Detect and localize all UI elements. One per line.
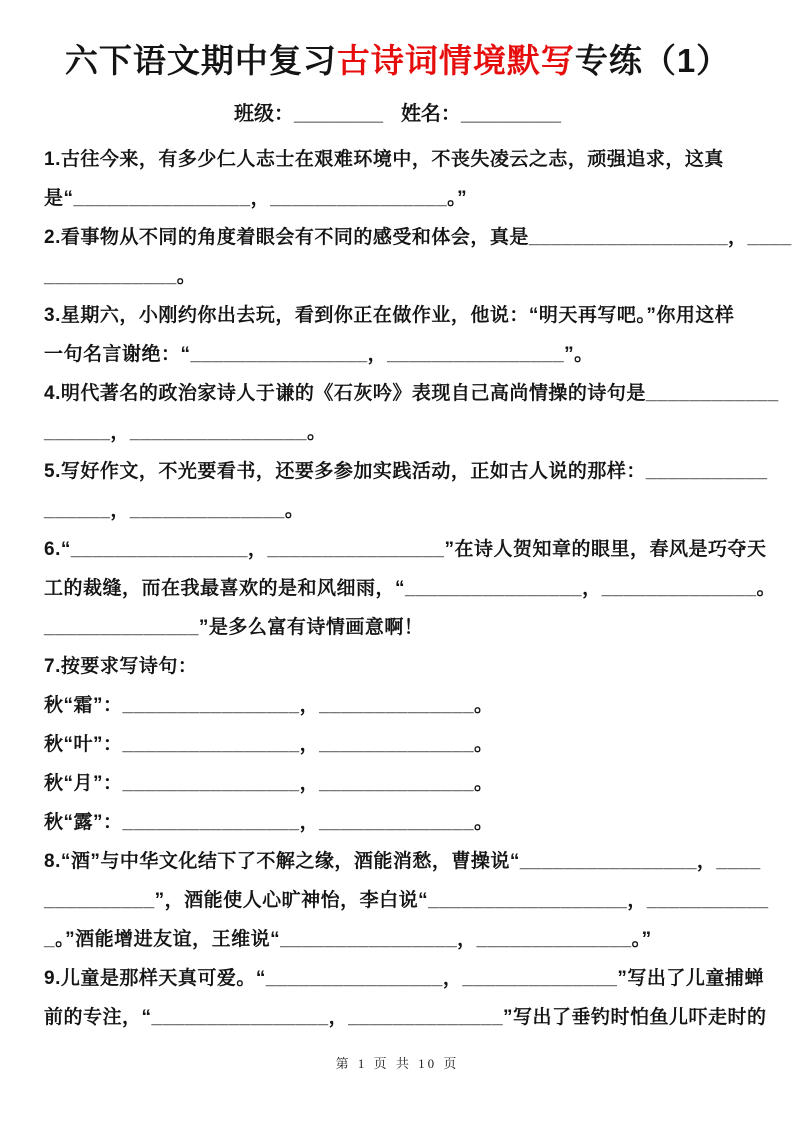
question-3-line-1: 3.星期六，小刚约你出去玩，看到你正在做作业，他说：“明天再写吧。”你用这样 [44,305,735,326]
question-7-frost-line: 秋“霜”：________________，______________。 [44,695,494,716]
name-label: 姓名： [400,103,461,125]
question-2-line-1: 2.看事物从不同的角度着眼会有不同的感受和体会，真是__________________，____ [44,227,792,248]
question-8-line-2: __________”，酒能使人心旷神怡，李白说“__________________，___________ [44,890,769,911]
page-footer: 第 1 页 共 10 页 [335,1056,460,1071]
class-blank: ________ [293,103,383,125]
question-9-line-1: 9.儿童是那样天真可爱。“________________，______________”写出了儿童捕蝉 [44,968,764,989]
question-8-line-3: _。”酒能增进友谊，王维说“________________，______________。” [44,929,652,950]
question-7-dew-line: 秋“露”：________________，______________。 [44,812,494,833]
question-7-moon-line: 秋“月”：________________，______________。 [44,773,494,794]
question-8-line-1: 8.“酒”与中华文化结下了不解之缘，酒能消愁，曹操说“________________，____ [44,851,761,872]
page-title [44,36,751,86]
title-part-left: 六下语文期中复习 [64,42,337,79]
question-5-line-1: 5.写好作文，不光要看书，还要多参加实践活动，正如古人说的那样：___________ [44,461,768,482]
question-3-line-2: 一句名言谢绝：“________________，________________”。 [44,344,594,365]
question-4-line-1: 4.明代著名的政治家诗人于谦的《石灰吟》表现自己高尚情操的诗句是____________ [44,383,779,404]
question-6-line-1: 6.“________________，________________”在诗人贺知章的眼里，春风是巧夺天 [44,539,767,560]
question-1-line-1: 1.古往今来，有多少仁人志士在艰难环境中，不丧失凌云之志，顽强追求，这真 [44,149,724,170]
question-6-line-3: ______________”是多么富有诗情画意啊！ [44,617,424,638]
question-9-line-2: 前的专注，“________________，______________”写出了垂钓时怕鱼儿吓走时的 [44,1007,767,1028]
question-1-line-2: 是“________________，________________。” [44,188,468,209]
questions [44,140,792,1037]
question-5-line-2: ______，______________。 [44,500,305,521]
class-label: 班级： [233,103,294,125]
question-2-line-2: ____________。 [44,266,197,287]
question-4-line-2: ______，________________。 [44,422,327,443]
student-info-line [44,100,751,128]
name-blank: _________ [460,103,562,125]
question-6-line-2: 工的裁缝，而在我最喜欢的是和风细雨，“________________，______________。 [44,578,777,599]
title-part-red: 古诗词情境默写 [336,42,575,79]
question-7-leaf-line: 秋“叶”：________________，______________。 [44,734,494,755]
question-7-header: 7.按要求写诗句： [44,656,198,677]
title-part-right: 专练（1） [574,42,731,79]
